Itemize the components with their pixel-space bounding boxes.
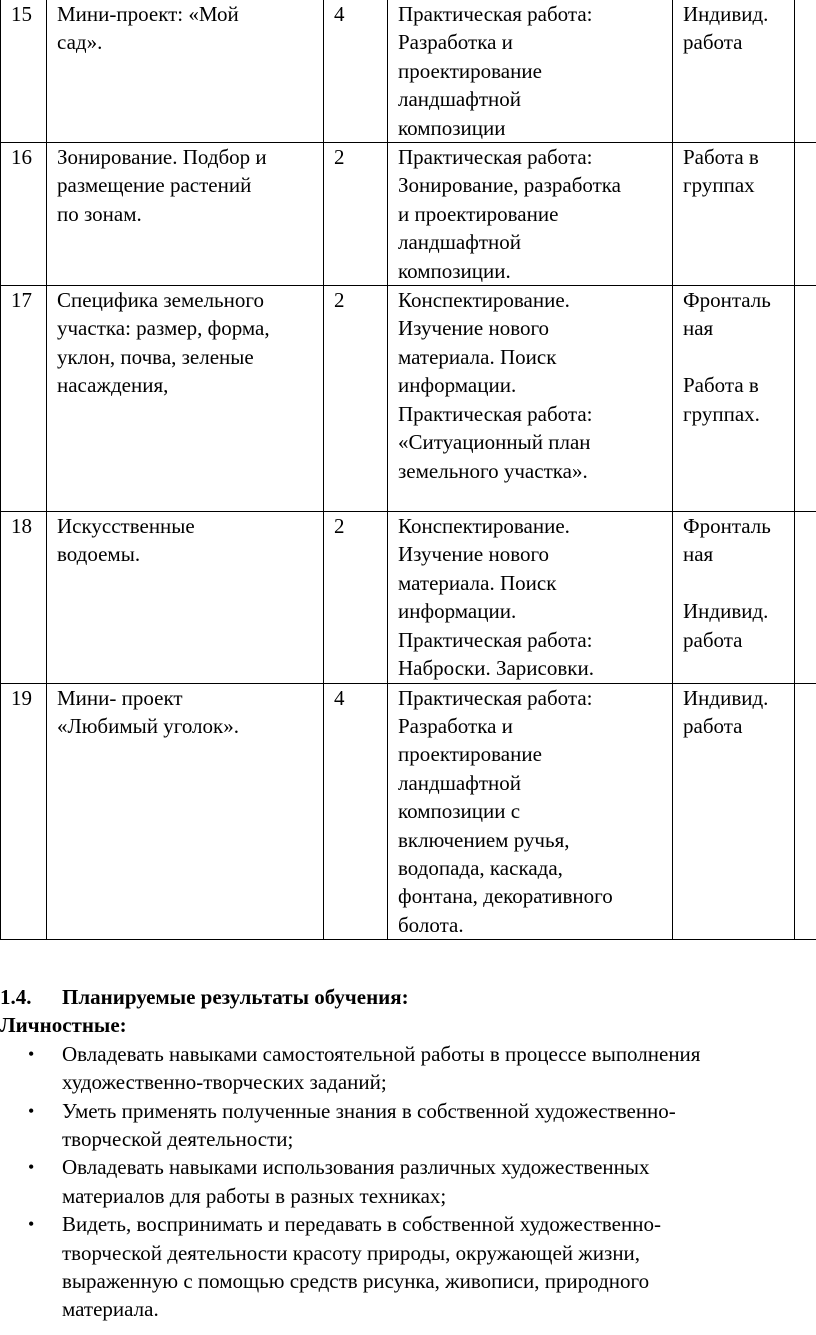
section-number: 1.4.: [0, 985, 32, 1009]
subsection-title: Личностные:: [0, 1013, 127, 1038]
table-row: [1, 143, 816, 286]
lesson-hours: 4: [324, 0, 388, 143]
bullet-icon: •: [28, 1157, 35, 1178]
bullet-icon: •: [28, 1214, 35, 1235]
empty-cell: [795, 286, 816, 512]
table-row: [1, 0, 816, 143]
bullet-icon: •: [28, 1043, 35, 1064]
list-item: • Овладевать навыками самостоятельной работы в процессе выполнения художественно-творческих заданий;: [28, 1041, 701, 1095]
lesson-work: Практическая работа: Зонирование, разработка и проектирование ландшафтной композиции.: [388, 143, 673, 286]
lesson-hours: 2: [324, 512, 388, 683]
lesson-work: Конспектирование. Изучение нового материала. Поиск информации. Практическая работа: Наброски. Зарисовки.: [388, 512, 673, 683]
table-row: [1, 683, 816, 940]
lesson-work: Практическая работа: Разработка и проектирование ландшафтной композиции: [388, 0, 673, 143]
table-row: [1, 286, 816, 512]
lesson-topic: Специфика земельного участка: размер, форма, уклон, почва, зеленые насаждения,: [47, 286, 324, 512]
list-item: • Уметь применять полученные знания в собственной художественно- творческой деятельности;: [28, 1098, 676, 1152]
lesson-number: 18: [1, 512, 47, 683]
lesson-hours: 2: [324, 143, 388, 286]
section-heading: [0, 983, 816, 1011]
learning-outcomes-section: [0, 983, 816, 1324]
list-item: • Видеть, воспринимать и передавать в собственной художественно- творческой деятельности красоту природы, окружающей жизни, выраженную с помощью средств рисунка, живописи, природного материала.: [28, 1212, 661, 1322]
lesson-number: 16: [1, 143, 47, 286]
lesson-form: Фронталь ная Работа в группах.: [673, 286, 795, 512]
empty-cell: [795, 683, 816, 940]
empty-cell: [795, 512, 816, 683]
empty-cell: [795, 0, 816, 143]
lesson-topic: Мини- проект «Любимый уголок».: [47, 683, 324, 940]
lesson-form: Работа в группах: [673, 143, 795, 286]
lesson-work: Конспектирование. Изучение нового материала. Поиск информации. Практическая работа: «Ситуационный план земельного участка».: [388, 286, 673, 512]
lesson-form: Индивид. работа: [673, 0, 795, 143]
outcomes-list: [0, 1040, 816, 1324]
lesson-number: 15: [1, 0, 47, 143]
lesson-topic: Зонирование. Подбор и размещение растений по зонам.: [47, 143, 324, 286]
bullet-icon: •: [28, 1100, 35, 1121]
lesson-form: Фронталь ная Индивид. работа: [673, 512, 795, 683]
empty-cell: [795, 143, 816, 286]
section-title: Планируемые результаты обучения:: [62, 985, 409, 1009]
lesson-number: 17: [1, 286, 47, 512]
lesson-hours: 2: [324, 286, 388, 512]
lesson-topic: Мини-проект: «Мой сад».: [47, 0, 324, 143]
table-row: [1, 512, 816, 683]
list-item: • Овладевать навыками использования различных художественных материалов для работы в разных техниках;: [28, 1155, 650, 1208]
lesson-form: Индивид. работа: [673, 683, 795, 940]
lesson-topic: Искусственные водоемы.: [47, 512, 324, 683]
lesson-work: Практическая работа: Разработка и проектирование ландшафтной композиции с включением ручья, водопада, каскада, фонтана, декоративного болота.: [388, 683, 673, 940]
lesson-hours: 4: [324, 683, 388, 940]
lesson-number: 19: [1, 683, 47, 940]
